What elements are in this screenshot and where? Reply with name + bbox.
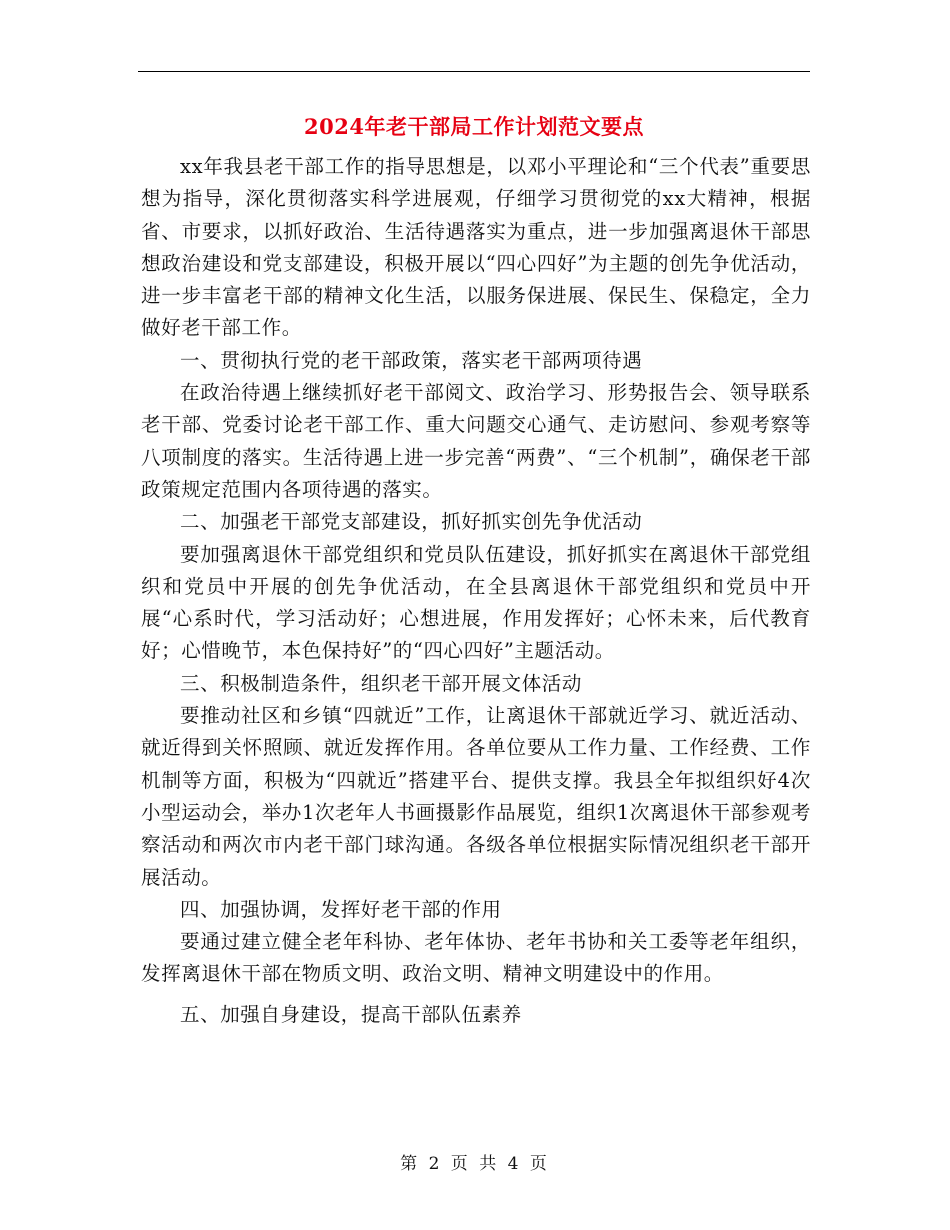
document-title: 2024年老干部局工作计划范文要点 bbox=[304, 114, 644, 139]
section-heading-5: 五、加强自身建设，提高干部队伍素养 bbox=[180, 1002, 522, 1026]
section-paragraph-2: 要加强离退休干部党组织和党员队伍建设，抓好抓实在离退休干部党组织和党员中开展的创先争优活动，在全县离退休干部党组织和党员中开展“心系时代，学习活动好；心想进展，作用发挥好；心怀未来，后代教育好；心惜晚节，本色保持好”的“四心四好”主题活动。 bbox=[141, 542, 811, 663]
section-paragraph-4: 要通过建立健全老年科协、老年体协、老年书协和关工委等老年组织，发挥离退休干部在物质文明、政治文明、精神文明建设中的作用。 bbox=[141, 930, 811, 986]
section-paragraph-1: 在政治待遇上继续抓好老干部阅文、政治学习、形势报告会、领导联系老干部、党委讨论老干部工作、重大问题交心通气、走访慰问、参观考察等八项制度的落实。生活待遇上进一步完善“两费”、“三个机制”，确保老干部政策规定范围内各项待遇的落实。 bbox=[141, 381, 811, 501]
section-heading-3: 三、积极制造条件，组织老干部开展文体活动 bbox=[180, 671, 583, 695]
section-heading-1: 一、贯彻执行党的老干部政策，落实老干部两项待遇 bbox=[180, 348, 643, 372]
section-heading-2: 二、加强老干部党支部建设，抓好抓实创先争优活动 bbox=[180, 510, 643, 534]
page-number: 第 2 页 共 4 页 bbox=[400, 1154, 550, 1174]
section-paragraph-3: 要推动社区和乡镇“四就近”工作，让离退休干部就近学习、就近活动、就近得到关怀照顾、就近发挥作用。各单位要从工作力量、工作经费、工作机制等方面，积极为“四就近”搭建平台、提供支撑。我县全年拟组织好4次小型运动会，举办1次老年人书画摄影作品展览，组织1次离退休干部参观考察活动和两次市内老干部门球沟通。各级各单位根据实际情况组织老干部开展活动。 bbox=[141, 704, 811, 889]
document-body bbox=[141, 151, 811, 1031]
intro-paragraph: xx年我县老干部工作的指导思想是，以邓小平理论和“三个代表”重要思想为指导，深化贯彻落实科学进展观，仔细学习贯彻党的xx大精神，根据省、市要求，以抓好政治、生活待遇落实为重点，进一步加强离退休干部思想政治建设和党支部建设，积极开展以“四心四好”为主题的创先争优活动，进一步丰富老干部的精神文化生活，以服务保进展、保民生、保稳定，全力做好老干部工作。 bbox=[141, 155, 811, 340]
header-rule bbox=[138, 71, 810, 72]
paragraph-gap bbox=[141, 991, 811, 999]
section-heading-4: 四、加强协调，发挥好老干部的作用 bbox=[180, 897, 502, 921]
